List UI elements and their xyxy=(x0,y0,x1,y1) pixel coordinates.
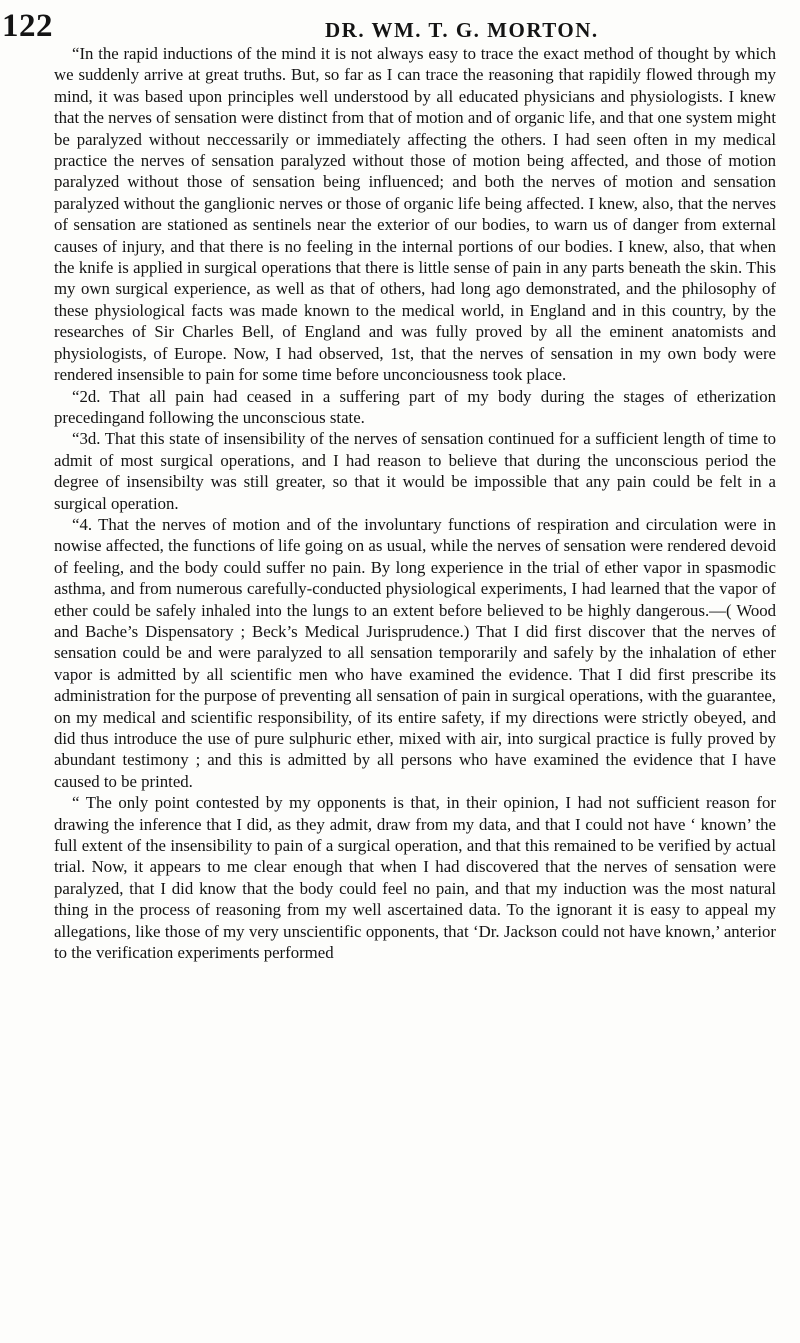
paragraph: “3d. That this state of insensibility of the nerves of sensation continued for a sufficient length of time to admit of most surgical operations, and I had reason to believe that during the unconscious period the degree of insensibilty was still greater, so that it would be impossible that any pain could be felt in a surgical operation. xyxy=(54,429,776,513)
paragraph: “ The only point contested by my opponents is that, in their opinion, I had not sufficient reason for drawing the inference that I did, as they admit, draw from my data, and that I could not have ‘ known’ the full extent of the insensibility to pain of a surgical operation, and that this remained to be verified by actual trial. Now, it appears to me clear enough that when I had discovered that the nerves of sensation were paralyzed, that I did know that the body could feel no pain, and that my induction was the most natural thing in the process of reasoning from my well ascertained data. To the ignorant it is easy to appeal my allegations, like those of my very unscientific opponents, that ‘Dr. Jackson could not have known,’ anterior to the verification experiments performed xyxy=(54,793,776,963)
paragraph: “4. That the nerves of motion and of the involuntary functions of respiration and circulation were in nowise affected, the functions of life going on as usual, while the nerves of sensation were rendered devoid of feeling, and the body could suffer no pain. By long experience in the trial of ether vapor in spasmodic asthma, and from numerous carefully-conducted physiological experiments, I had learned that the vapor of ether could be safely inhaled into the lungs to an extent before believed to be highly dangerous.—( Wood and Bache’s Dispensatory ; Beck’s Medical Jurisprudence.) That I did first discover that the nerves of sensation could be and were paralyzed to all sensation temporarily and safely by the inhalation of ether vapor is admitted by all scientific men who have examined the evidence. That I did first prescribe its administration for the purpose of preventing all sensation of pain in surgical operations, with the guarantee, on my medical and scientific responsibility, of its entire safety, if my directions were strictly obeyed, and did thus introduce the use of pure sulphuric ether, mixed with air, into surgical practice is fully proved by abundant testimony ; and this is admitted by all persons who have examined the evidence that I have caused to be printed. xyxy=(54,514,776,791)
page-header xyxy=(0,8,800,48)
page-number: 122 xyxy=(2,8,53,44)
running-head: DR. WM. T. G. MORTON. xyxy=(325,18,599,42)
paragraph: “In the rapid inductions of the mind it is not always easy to trace the exact method of thought by which we suddenly arrive at great truths. But, so far as I can trace the reasoning that rapidily flowed through my mind, it was based upon principles well understood by all educated physicians and physiologists. I knew that the nerves of sensation were distinct from that of motion and of organic life, and that one system might be paralyzed without neccessarily or immediately affecting the others. I had seen often in my medical practice the nerves of sensation paralyzed without those of motion being affected, and those of motion paralyzed without those of sensation being influenced; and both the nerves of motion and sensation paralyzed without the ganglionic nerves or those of organic life being affected. I knew, also, that the nerves of sensation are stationed as sentinels near the exterior of our bodies, to warn us of danger from external causes of injury, and that there is no feeling in the internal portions of our bodies. I knew, also, that when the knife is applied in surgical operations that there is little sense of pain in any parts beneath the skin. This my own surgical experience, as well as that of others, had long ago demonstrated, and the philosophy of these physiological facts was made known to the medical world, in England and in this country, by the researches of Sir Charles Bell, of England and was fully proved by all the eminent anatomists and physiologists, of Europe. Now, I had observed, 1st, that the nerves of sensation in my own body were rendered insensible to pain for some time before unconciousness took place. xyxy=(54,44,776,385)
paragraph: “2d. That all pain had ceased in a suffering part of my body during the stages of etherization precedingand following the unconscious state. xyxy=(54,386,776,427)
body-text xyxy=(54,43,776,963)
